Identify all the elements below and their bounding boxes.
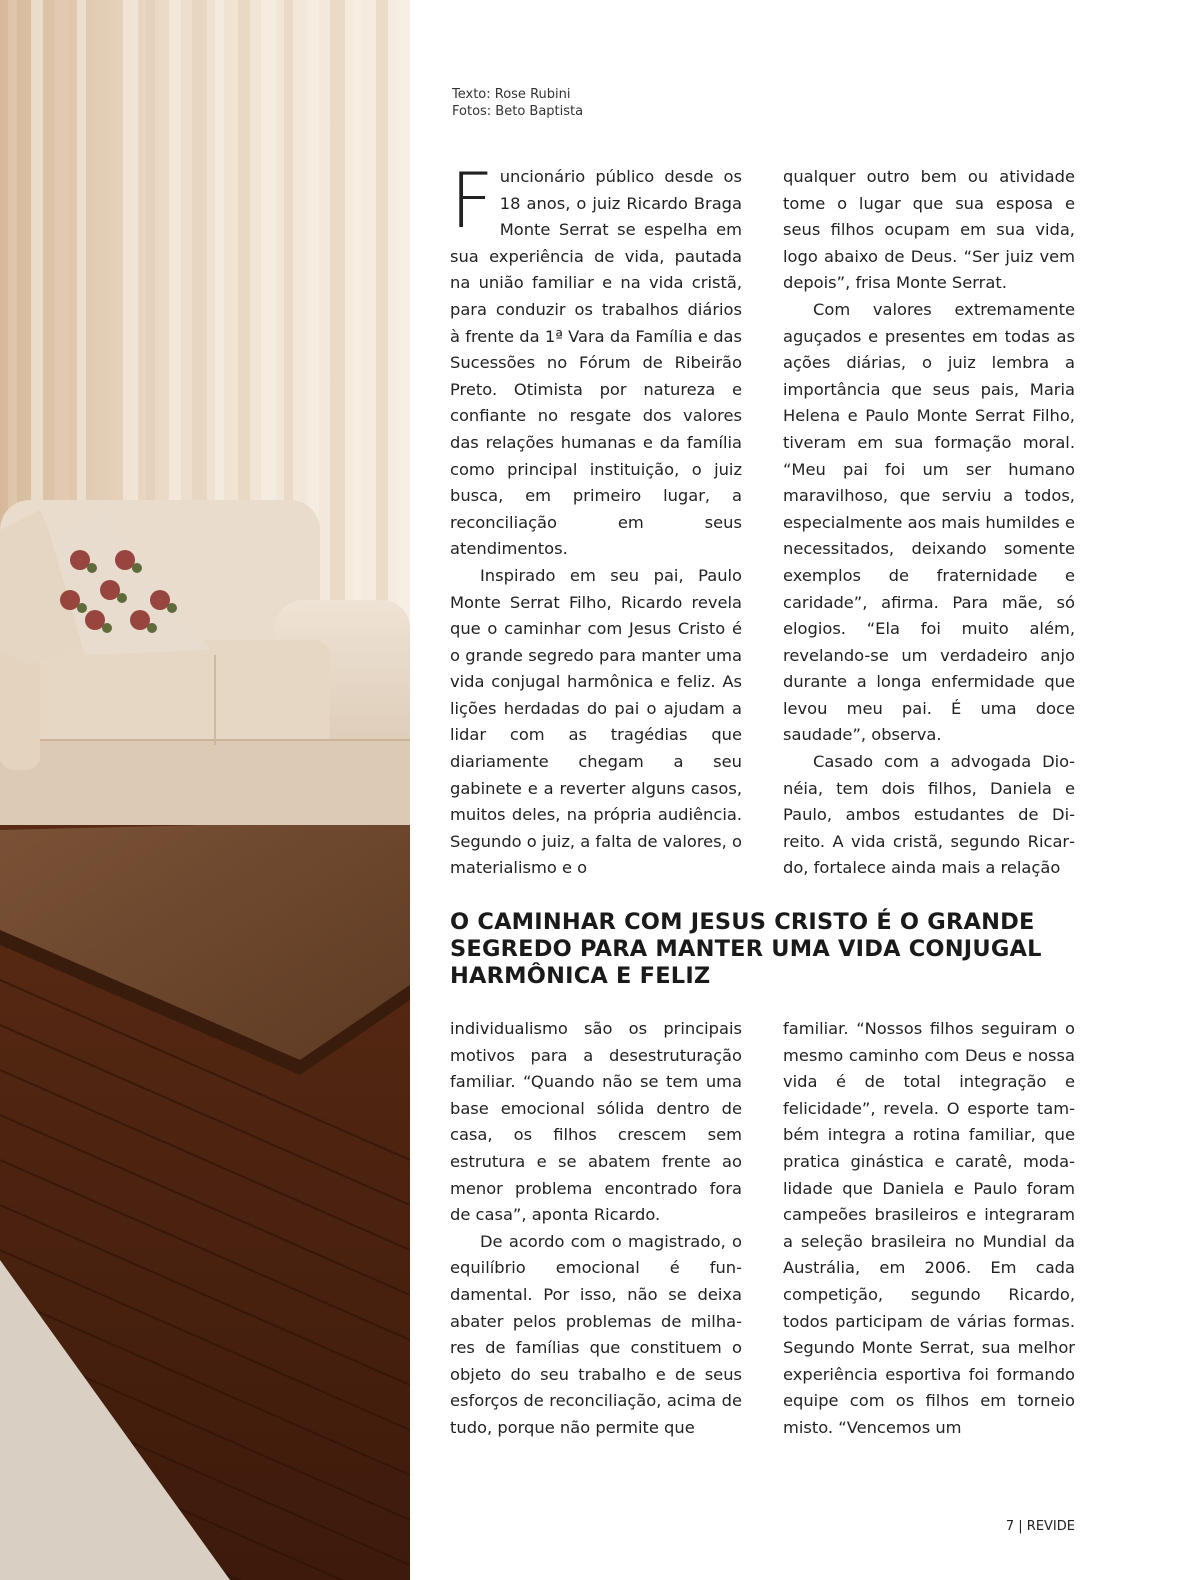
headline-line: O CAMINHAR COM JESUS CRISTO É O GRANDE	[450, 909, 1035, 935]
living-room-photo	[0, 0, 410, 1580]
drop-cap: F	[450, 156, 494, 245]
headline-line: HARMÔNICA E FELIZ	[450, 963, 711, 989]
paragraph: individualismo são os principais motivos para a desestruturação familiar. “Quando não se tem uma base emocional sólida dentro de casa, os filhos crescem sem estrutura e se abatem frente ao menor problema encontrado fora de casa”, aponta Ricardo.	[450, 1019, 742, 1225]
text-credit: Texto: Rose Rubini	[452, 87, 571, 102]
pull-quote-headline	[450, 909, 1090, 990]
paragraph: qualquer outro bem ou atividade tome o lugar que sua esposa e seus filhos ocupam em sua vida, logo abaixo de Deus. “Ser juiz vem depois”, frisa Monte Serrat.	[783, 167, 1075, 293]
credits	[452, 86, 583, 120]
page-folio	[1006, 1519, 1075, 1534]
article-column-2	[783, 164, 1075, 882]
article-photo	[0, 0, 410, 1580]
paragraph: Funcionário público desde os 18 anos, o juiz Ricardo Braga Monte Serrat se espelha em sua experiência de vida, pautada na união familiar e na vida cristã, para conduzir os trabalhos diários à frente da 1ª Vara da Família e das Sucessões no Fórum de Ribeirão Preto. Otimista por natureza e confiante no resgate dos valores das relações humanas e da família como principal instituição, o juiz busca, em primeiro lugar, a reconciliação em seus atendimentos.	[450, 156, 742, 559]
article-column-3	[450, 1016, 742, 1442]
paragraph: De acordo com o magistrado, o equilíbrio emocional é fundamental. Por isso, não se deixa abater pelos problemas de milhares de famílias que constituem o objeto do seu trabalho e de seus esforços de reconciliação, acima de tudo, porque não permite que	[450, 1231, 742, 1437]
article-column-4	[783, 1016, 1075, 1442]
magazine-name: REVIDE	[1026, 1519, 1075, 1534]
headline-line: SEGREDO PARA MANTER UMA VIDA CONJUGAL	[450, 936, 1042, 962]
page-number: 7	[1005, 1519, 1015, 1534]
photo-credit: Fotos: Beto Baptista	[452, 104, 584, 119]
article-column-1	[450, 156, 742, 882]
paragraph: familiar. “Nossos filhos seguiram o mesmo caminho com Deus e nossa vida é de total integração e felicidade”, revela. O esporte também integra a rotina familiar, que pratica ginástica e caratê, modalidade que Daniela e Paulo foram campeões brasileiros e integraram a seleção brasileira no Mundial da Austrália, em 2006. Em cada competição, segundo Ricardo, todos participam de várias formas. Segundo Monte Serrat, sua melhor experiência esportiva foi formando equipe com os filhos em torneio misto. “Vencemos um	[783, 1019, 1075, 1437]
paragraph: Com valores extremamente aguçados e presentes em todas as ações diárias, o juiz lembra a importância que seus pais, Maria Helena e Paulo Monte Serrat Filho, tiveram em sua formação moral. “Meu pai foi um ser humano maravilhoso, que serviu a todos, especialmente aos mais humildes e necessitados, deixando somente exemplos de fraternidade e caridade”, afirma. Para mãe, só elogios. “Ela foi muito além, revelando-se um verdadeiro anjo durante a longa enfermidade que levou meu pai. É uma doce saudade”, observa.	[783, 299, 1075, 745]
paragraph: Inspirado em seu pai, Paulo Monte Serrat Filho, Ricardo revela que o caminhar com Jesus Cristo é o grande segredo para manter uma vida conjugal harmônica e feliz. As lições herdadas do pai o ajudam a lidar com as tragédias que diariamente chegam a seu gabinete e a reverter alguns casos, muitos deles, na própria audiência. Segundo o juiz, a falta de valores, o materialismo e o	[450, 565, 742, 878]
paragraph: Casado com a advogada Dionéia, tem dois filhos, Daniela e Paulo, ambos estudantes de Direito. A vida cristã, segundo Ricardo, fortalece ainda mais a relação	[783, 752, 1075, 878]
folio-separator: |	[1018, 1519, 1023, 1534]
